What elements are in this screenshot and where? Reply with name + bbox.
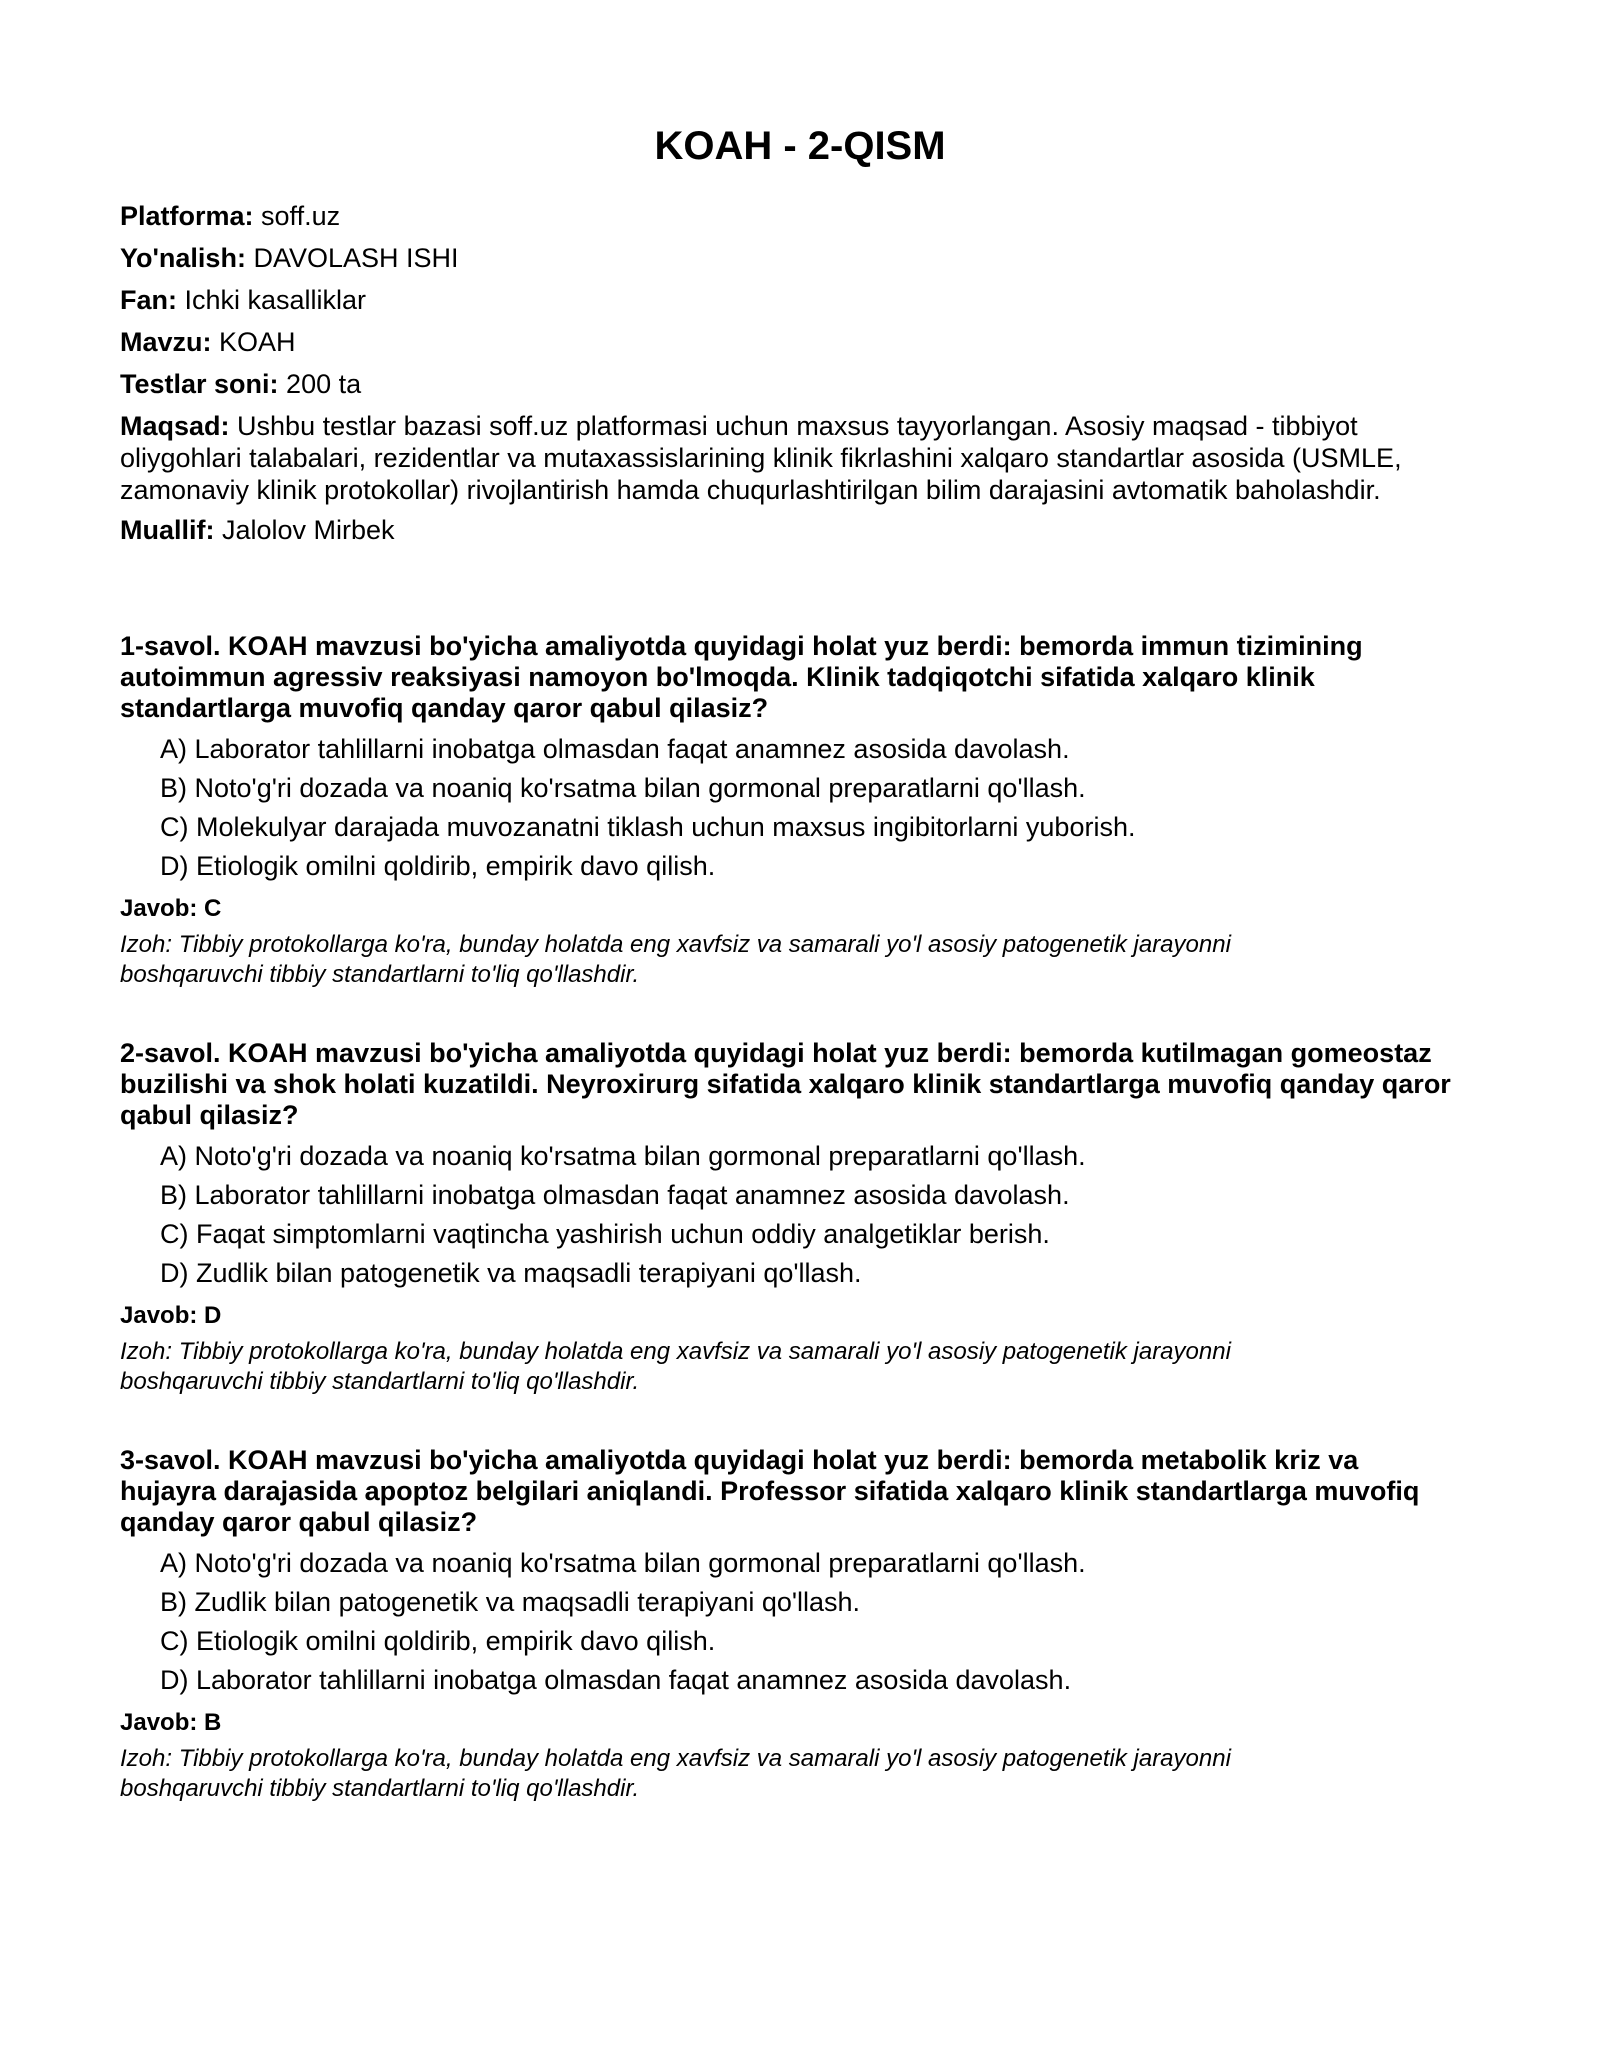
meta-aim: [120, 410, 1460, 506]
question-text: 1-savol. KOAH mavzusi bo'yicha amaliyotda quyidagi holat yuz berdi: bemorda immun tizimining autoimmun agressiv reaksiyasi namoyon bo'lmoqda. Klinik tadqiqotchi sifatida xalqaro klinik standartlarga muvofiq qanday qaror qabul qilasiz?: [120, 631, 1363, 723]
meta-aim-label: Maqsad:: [120, 411, 230, 441]
answer-option: A) Noto'g'ri dozada va noaniq ko'rsatma bilan gormonal preparatlarni qo'llash.: [160, 1141, 1086, 1171]
answer-option: C) Etiologik omilni qoldirib, empirik davo qilish.: [160, 1626, 716, 1656]
document-page: [120, 118, 1460, 1852]
answer-explanation: Izoh: Tibbiy protokollarga ko'ra, bunday holatda eng xavfsiz va samarali yo'l asosiy patogenetik jarayonni boshqaruvchi tibbiy standartlarni to'liq qo'llashdir.: [120, 1745, 1231, 1802]
meta-topic-label: Mavzu:: [120, 327, 212, 357]
answer-explanation: Izoh: Tibbiy protokollarga ko'ra, bunday holatda eng xavfsiz va samarali yo'l asosiy patogenetik jarayonni boshqaruvchi tibbiy standartlarni to'liq qo'llashdir.: [120, 931, 1231, 988]
meta-author-value: Jalolov Mirbek: [214, 515, 395, 545]
answer-option: C) Faqat simptomlarni vaqtincha yashirish uchun oddiy analgetiklar berish.: [160, 1219, 1050, 1249]
questions-list: [120, 631, 1460, 1804]
answer-option: D) Laborator tahlillarni inobatga olmasdan faqat anamnez asosida davolash.: [160, 1665, 1072, 1695]
question-block: [120, 631, 1460, 990]
meta-platform-label: Platforma:: [120, 201, 254, 231]
answer-option: D) Zudlik bilan patogenetik va maqsadli terapiyani qo'llash.: [160, 1258, 862, 1288]
meta-author: [120, 514, 1460, 546]
answer-option: B) Zudlik bilan patogenetik va maqsadli terapiyani qo'llash.: [160, 1587, 861, 1617]
meta-subject: [120, 284, 1460, 316]
answer-option: A) Noto'g'ri dozada va noaniq ko'rsatma bilan gormonal preparatlarni qo'llash.: [160, 1548, 1086, 1578]
meta-direction: [120, 242, 1460, 274]
question-text: 2-savol. KOAH mavzusi bo'yicha amaliyotda quyidagi holat yuz berdi: bemorda kutilmagan gomeostaz buzilishi va shok holati kuzatildi. Neyroxirurg sifatida xalqaro klinik standartlarga muvofiq qanday qaror qabul qilasiz?: [120, 1038, 1451, 1130]
question-text: 3-savol. KOAH mavzusi bo'yicha amaliyotda quyidagi holat yuz berdi: bemorda metabolik kriz va hujayra darajasida apoptoz belgilari aniqlandi. Professor sifatida xalqaro klinik standartlarga muvofiq qanday qaror qabul qilasiz?: [120, 1445, 1420, 1537]
answer-explanation: Izoh: Tibbiy protokollarga ko'ra, bunday holatda eng xavfsiz va samarali yo'l asosiy patogenetik jarayonni boshqaruvchi tibbiy standartlarni to'liq qo'llashdir.: [120, 1338, 1231, 1395]
meta-count-label: Testlar soni:: [120, 369, 279, 399]
meta-author-label: Muallif:: [120, 515, 215, 545]
meta-subject-label: Fan:: [120, 285, 177, 315]
correct-answer: Javob: C: [120, 895, 222, 922]
answer-option: C) Molekulyar darajada muvozanatni tiklash uchun maxsus ingibitorlarni yuborish.: [160, 812, 1136, 842]
meta-count: [120, 368, 1460, 400]
meta-topic-value: KOAH: [211, 327, 296, 357]
question-block: [120, 1038, 1460, 1397]
meta-topic: [120, 326, 1460, 358]
answer-option: B) Laborator tahlillarni inobatga olmasdan faqat anamnez asosida davolash.: [160, 1180, 1070, 1210]
meta-direction-value: DAVOLASH ISHI: [245, 243, 459, 273]
answer-option: D) Etiologik omilni qoldirib, empirik davo qilish.: [160, 851, 716, 881]
meta-platform: [120, 200, 1460, 232]
meta-direction-label: Yo'nalish:: [120, 243, 246, 273]
meta-subject-value: Ichki kasalliklar: [177, 285, 367, 315]
page-title: KOAH - 2-QISM: [654, 124, 946, 168]
answer-option: A) Laborator tahlillarni inobatga olmasdan faqat anamnez asosida davolash.: [160, 734, 1070, 764]
correct-answer: Javob: D: [120, 1302, 222, 1329]
question-block: [120, 1445, 1460, 1804]
meta-platform-value: soff.uz: [253, 201, 341, 231]
correct-answer: Javob: B: [120, 1709, 222, 1736]
meta-aim-value: Ushbu testlar bazasi soff.uz platformasi uchun maxsus tayyorlangan. Asosiy maqsad - tibbiyot oliygohlari talabalari, rezidentlar va mutaxassislarining klinik fikrlashini xalqaro standartlar asosida (USMLE, zamonaviy klinik protokollar) rivojlantirish hamda chuqurlashtirilgan bilim darajasini avtomatik baholashdir.: [120, 411, 1402, 505]
answer-option: B) Noto'g'ri dozada va noaniq ko'rsatma bilan gormonal preparatlarni qo'llash.: [160, 773, 1086, 803]
meta-count-value: 200 ta: [278, 369, 362, 399]
